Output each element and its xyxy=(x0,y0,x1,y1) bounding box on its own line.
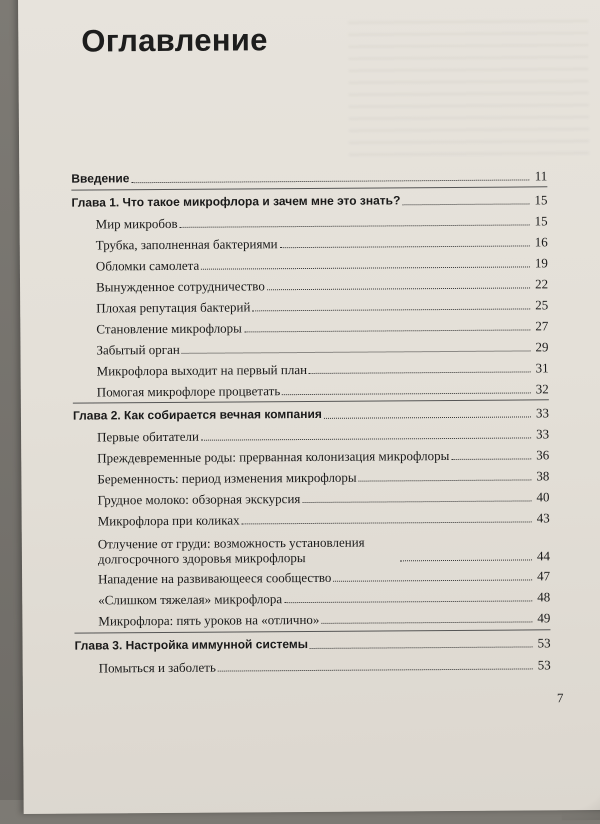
toc-page: 15 xyxy=(534,192,548,208)
toc-label: Помогая микрофлоре процветать xyxy=(96,383,281,400)
toc-page: 43 xyxy=(536,510,550,526)
toc-page: 38 xyxy=(536,468,550,484)
dot-leader xyxy=(180,223,530,227)
toc-page: 44 xyxy=(536,548,550,564)
dot-leader xyxy=(359,478,532,481)
toc-item xyxy=(96,253,548,273)
toc-label: Помыться и заболеть xyxy=(98,659,216,676)
toc-page: 40 xyxy=(536,489,550,505)
dot-leader xyxy=(402,202,529,205)
toc-label: Микрофлора: пять уроков на «отлично» xyxy=(98,611,320,629)
toc-label: Первые обитатели xyxy=(97,428,199,445)
dot-leader xyxy=(400,558,532,561)
toc-label: Глава 1. Что такое микрофлора и зачем мне это знать? xyxy=(71,193,401,210)
toc-item xyxy=(98,587,550,607)
toc-item xyxy=(97,445,549,465)
toc-item xyxy=(98,566,550,586)
toc-label: Трубка, заполненная бактериями xyxy=(95,236,278,253)
toc-item xyxy=(97,466,549,486)
toc-item xyxy=(97,379,549,399)
toc-chapter-3 xyxy=(74,633,550,653)
toc-label: Забытый орган xyxy=(96,341,180,358)
toc-item xyxy=(96,337,548,357)
dot-leader xyxy=(252,307,530,311)
dot-leader xyxy=(201,265,530,269)
dot-leader xyxy=(284,599,532,603)
toc-item xyxy=(97,358,549,378)
dot-leader xyxy=(309,370,531,374)
dot-leader xyxy=(333,578,532,581)
toc-label: Микрофлора при коликах xyxy=(97,512,240,529)
toc-label: «Слишком тяжелая» микрофлора xyxy=(98,591,283,608)
toc-label: Мир микробов xyxy=(95,215,178,232)
dot-leader xyxy=(267,286,530,290)
toc-page: 27 xyxy=(535,318,549,334)
toc-item xyxy=(98,608,550,628)
page-title: Оглавление xyxy=(81,22,268,59)
toc-page: 48 xyxy=(537,589,551,605)
toc-label: Плохая репутация бактерий xyxy=(96,299,251,316)
toc-page: 53 xyxy=(537,635,551,651)
toc-page: 31 xyxy=(535,360,549,376)
toc-item xyxy=(99,655,551,675)
toc-label: Грудное молоко: обзорная экскурсия xyxy=(97,491,301,508)
toc-item xyxy=(98,508,550,528)
dot-leader xyxy=(218,667,533,671)
toc-label: Преждевременные роды: прерванная колонизация микрофлоры xyxy=(97,448,450,466)
dot-leader xyxy=(310,645,533,649)
toc-item xyxy=(96,232,548,252)
dot-leader xyxy=(321,620,532,623)
page-number: 7 xyxy=(556,690,564,706)
toc-item xyxy=(96,274,548,294)
toc-item xyxy=(97,487,549,507)
dot-leader xyxy=(182,349,531,353)
dot-leader xyxy=(451,457,531,460)
toc-label: Отлучение от груди: возможность установления долгосрочного здоровья микрофлоры xyxy=(97,534,365,567)
toc-label: Глава 3. Настройка иммунной системы xyxy=(74,636,309,653)
toc-item xyxy=(96,211,548,231)
bleed-through-text xyxy=(348,10,589,162)
toc-page: 49 xyxy=(537,610,551,626)
toc-item xyxy=(97,424,549,444)
toc-page: 15 xyxy=(534,213,548,229)
toc-page: 16 xyxy=(534,234,548,250)
toc-page: 22 xyxy=(534,276,549,292)
toc-label: Беременность: период изменения микрофлоры xyxy=(97,469,357,487)
toc-page: 33 xyxy=(536,426,550,442)
dot-leader xyxy=(242,520,532,524)
dot-leader xyxy=(131,178,529,183)
toc-label: Введение xyxy=(71,171,130,186)
dot-leader xyxy=(244,328,530,332)
toc-page: 36 xyxy=(536,447,550,463)
dot-leader xyxy=(201,436,531,440)
toc-page: 25 xyxy=(535,297,549,313)
toc-page: 32 xyxy=(535,381,549,397)
toc-entry-intro xyxy=(71,166,547,186)
toc-page: 11 xyxy=(534,168,548,184)
toc-page: 29 xyxy=(535,339,549,355)
toc-label: Вынужденное сотрудничество xyxy=(95,278,265,295)
toc-item xyxy=(98,529,550,566)
toc-page: 33 xyxy=(535,405,549,421)
book-page xyxy=(18,0,600,814)
toc-page: 47 xyxy=(537,568,551,584)
dot-leader xyxy=(280,244,530,248)
toc-label: Глава 2. Как собирается вечная компания xyxy=(72,406,322,423)
dot-leader xyxy=(282,391,531,395)
toc-item xyxy=(96,316,548,336)
toc-page: 19 xyxy=(534,255,548,271)
toc-page: 53 xyxy=(537,657,551,673)
dot-leader xyxy=(302,499,531,503)
toc-chapter-2 xyxy=(73,403,549,423)
toc-item xyxy=(96,295,548,315)
toc-label: Микрофлора выходит на первый план xyxy=(96,361,308,379)
toc-label: Становление микрофлоры xyxy=(96,320,242,337)
toc-chapter-1 xyxy=(71,190,547,210)
toc-label: Нападение на развивающееся сообщество xyxy=(98,569,332,587)
dot-leader xyxy=(324,415,531,418)
toc-label: Обломки самолета xyxy=(95,257,200,274)
